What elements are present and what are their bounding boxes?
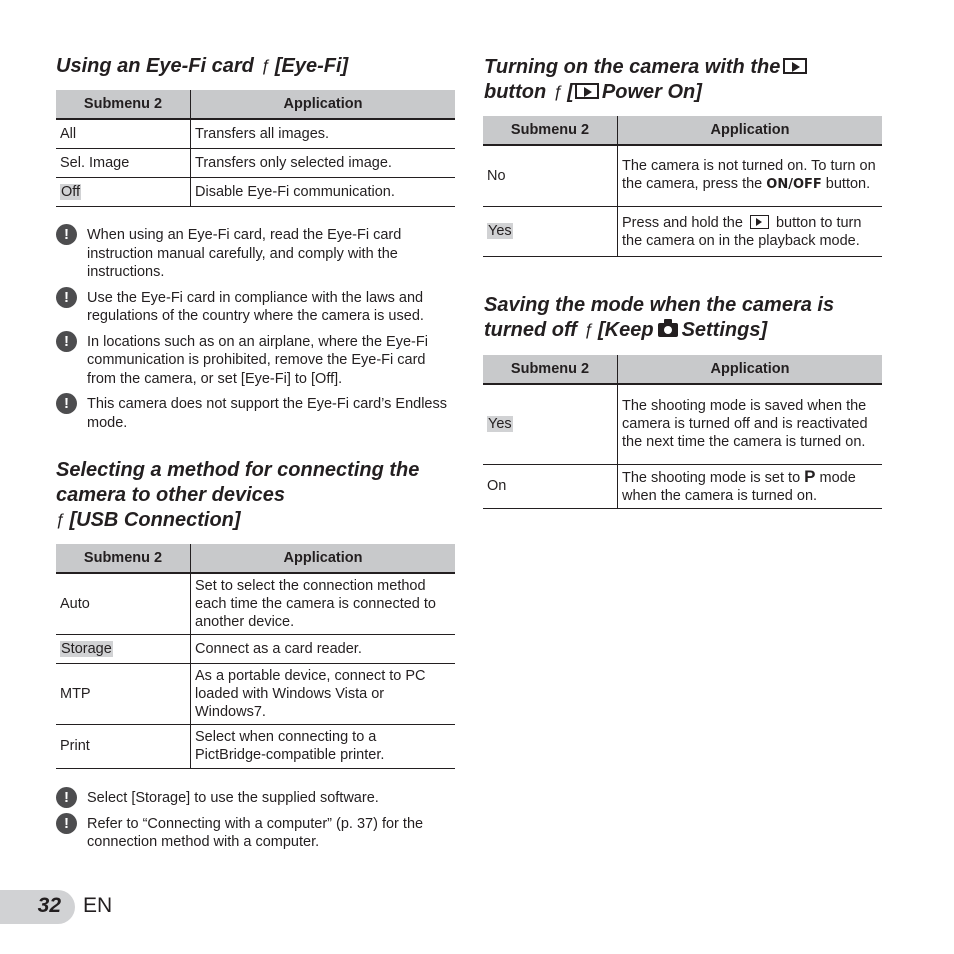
caution-icon: ! xyxy=(56,287,77,308)
keep-table xyxy=(483,355,882,509)
column-header-application: Application xyxy=(618,116,883,145)
submenu-cell: Print xyxy=(56,724,191,768)
column-header-application: Application xyxy=(191,90,456,119)
table-row xyxy=(56,724,455,768)
usb-notes xyxy=(56,789,456,859)
caution-note xyxy=(56,789,456,808)
note-text: Select [Storage] to use the supplied software. xyxy=(87,790,379,806)
keep-heading-line2: turned off xyxy=(484,319,577,341)
power-heading-line2: button xyxy=(484,81,547,103)
play-button-icon xyxy=(575,83,599,99)
column-header-application: Application xyxy=(191,544,456,573)
submenu-cell xyxy=(483,384,618,464)
application-cell: The shooting mode is saved when the camera is turned off and is reactivated the next time the camera is turned on. xyxy=(618,384,883,464)
on-off-key-label: ON/OFF xyxy=(766,177,822,193)
application-cell xyxy=(618,145,883,206)
submenu-cell: Auto xyxy=(56,573,191,634)
power-heading xyxy=(484,55,810,105)
power-heading-bracket-open: [ xyxy=(567,81,574,103)
application-text: button. xyxy=(821,176,871,193)
keep-heading-line1: Saving the mode when the camera is xyxy=(484,294,835,316)
application-cell: Select when connecting to a PictBridge-compatible printer. xyxy=(191,724,456,768)
application-text: mode when the camera is turned on. xyxy=(622,469,856,504)
page-number-tab xyxy=(0,890,75,924)
submenu-cell: Sel. Image xyxy=(56,148,191,177)
power-heading-bracket-rest: Power On] xyxy=(601,81,702,103)
menu-arrow-icon: ƒ xyxy=(553,82,564,101)
note-text: This camera does not support the Eye-Fi card’s Endless mode. xyxy=(87,396,447,431)
default-setting-highlight: Storage xyxy=(61,640,112,657)
caution-icon: ! xyxy=(56,331,77,352)
application-cell: Transfers only selected image. xyxy=(191,148,456,177)
caution-note xyxy=(56,395,456,432)
eyefi-notes xyxy=(56,226,456,439)
submenu-cell: On xyxy=(483,464,618,508)
menu-arrow-icon: ƒ xyxy=(584,320,594,339)
submenu-cell: MTP xyxy=(56,663,191,724)
play-button-icon xyxy=(750,215,769,229)
submenu-cell: No xyxy=(483,145,618,206)
caution-icon: ! xyxy=(56,787,77,808)
table-row xyxy=(56,634,455,663)
caution-note xyxy=(56,226,456,282)
caution-icon: ! xyxy=(56,224,77,245)
application-cell: As a portable device, connect to PC loaded with Windows Vista or Windows7. xyxy=(191,663,456,724)
page-number: 32 xyxy=(37,894,61,917)
application-text: The camera is not turned on. To turn on the camera, press the xyxy=(622,158,876,193)
column-header-submenu: Submenu 2 xyxy=(483,116,618,145)
power-table xyxy=(483,116,882,257)
default-setting-highlight: Off xyxy=(61,183,81,200)
submenu-cell: All xyxy=(56,119,191,148)
table-row xyxy=(483,206,882,256)
submenu-cell xyxy=(483,206,618,256)
menu-arrow-icon: ƒ xyxy=(261,56,271,75)
table-row xyxy=(483,145,882,206)
keep-heading-bracket-rest: Settings] xyxy=(681,319,768,341)
application-cell: Transfers all images. xyxy=(191,119,456,148)
note-text: Use the Eye-Fi card in compliance with the laws and regulations of the country where the camera is used. xyxy=(87,289,424,324)
table-row xyxy=(56,663,455,724)
submenu-cell xyxy=(56,177,191,206)
table-row xyxy=(56,148,455,177)
play-button-icon xyxy=(783,58,807,74)
caution-icon: ! xyxy=(56,393,77,414)
table-row xyxy=(56,177,455,206)
caution-icon: ! xyxy=(56,813,77,834)
caution-note xyxy=(56,333,456,389)
table-row xyxy=(56,119,455,148)
column-header-submenu: Submenu 2 xyxy=(56,90,191,119)
usb-heading xyxy=(56,458,419,533)
application-text: Press and hold the xyxy=(622,214,747,231)
eyefi-heading xyxy=(56,54,348,79)
note-text: When using an Eye-Fi card, read the Eye-Fi card instruction manual carefully, and comply with the instructions. xyxy=(87,227,402,280)
application-text: button to turn the camera on in the playback mode. xyxy=(622,214,862,249)
table-row xyxy=(483,384,882,464)
keep-heading-bracket-open: [Keep xyxy=(597,319,654,341)
column-header-submenu: Submenu 2 xyxy=(56,544,191,573)
menu-arrow-icon: ƒ xyxy=(56,510,66,529)
application-cell: Set to select the connection method each time the camera is connected to another device. xyxy=(191,573,456,634)
default-setting-highlight: Yes xyxy=(488,416,512,433)
note-text: Refer to “Connecting with a computer” (p. 37) for the connection method with a computer. xyxy=(87,815,424,850)
eyefi-table xyxy=(56,90,455,207)
application-text: The shooting mode is set to xyxy=(622,469,805,486)
note-text: In locations such as on an airplane, where the Eye-Fi communication is prohibited, remove the Eye-Fi card from the camera, or set [Eye-Fi] to [Off]. xyxy=(87,333,428,387)
submenu-cell xyxy=(56,634,191,663)
language-label: EN xyxy=(83,894,113,917)
keep-heading xyxy=(484,293,834,343)
usb-heading-line2: camera to other devices xyxy=(56,484,285,506)
default-setting-highlight: Yes xyxy=(488,223,512,239)
usb-heading-line1: Selecting a method for connecting the xyxy=(56,459,420,481)
program-mode-label: P xyxy=(804,466,816,486)
application-cell: Connect as a card reader. xyxy=(191,634,456,663)
usb-heading-bracket: [USB Connection] xyxy=(69,509,241,531)
column-header-submenu: Submenu 2 xyxy=(483,355,618,384)
table-row xyxy=(483,464,882,508)
application-cell xyxy=(618,464,883,508)
caution-note xyxy=(56,289,456,326)
eyefi-heading-bracket: [Eye-Fi] xyxy=(274,55,349,77)
column-header-application: Application xyxy=(618,355,883,384)
camera-icon xyxy=(658,323,678,337)
usb-table xyxy=(56,544,455,769)
eyefi-heading-text: Using an Eye-Fi card xyxy=(56,55,254,77)
application-cell: Disable Eye-Fi communication. xyxy=(191,177,456,206)
application-cell xyxy=(618,206,883,256)
table-row xyxy=(56,573,455,634)
power-heading-line1: Turning on the camera with the xyxy=(484,56,781,78)
caution-note xyxy=(56,815,456,852)
